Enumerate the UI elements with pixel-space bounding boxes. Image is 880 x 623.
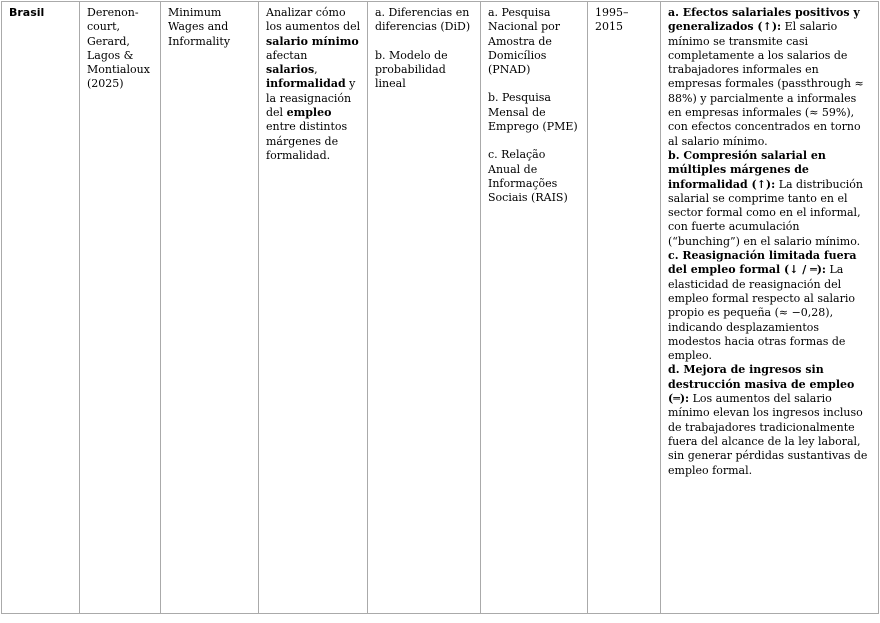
authors-line: Derenon-: [87, 6, 139, 19]
result-item: [668, 6, 872, 149]
result-text: La distribución salarial se comprime tanto en el sector formal como en el informal, con fuerte acumulación (“bunching”) en el salario mínimo.: [668, 177, 863, 248]
table-row: [2, 2, 879, 614]
result-title: d. Mejora de ingresos sin destrucción masiva de empleo (═):: [668, 363, 855, 406]
objective-cell: [259, 2, 368, 614]
period-text: 1995–2015: [595, 6, 629, 34]
period-cell: [588, 2, 661, 614]
result-title: c. Reasignación limitada fuera del empleo formal (↓ / ═):: [668, 249, 857, 277]
result-text: El salario mínimo se transmite casi completamente a los salarios de trabajadores informales en empresas formales (passthrough ≈ 88%) y parcialmente a informales en empresas informales (≈ 59%), con efectos concentrados en torno al salario mínimo.: [668, 20, 864, 148]
result-text: La elasticidad de reasignación del empleo formal respecto al salario propio es pequeña (≈ −0,28), indicando desplazamientos modestos hacia otras formas de empleo.: [668, 263, 855, 363]
result-text: Los aumentos del salario mínimo elevan los ingresos incluso de trabajadores tradicionalmente fuera del alcance de la ley laboral, sin generar pérdidas sustantivas de empleo formal.: [668, 392, 868, 477]
title-line: Informality: [168, 34, 231, 48]
result-title: b. Compresión salarial en múltiples márgenes de informalidad (↑):: [668, 148, 826, 191]
authors-line: Montialoux: [87, 63, 150, 77]
authors-line: court,: [87, 20, 121, 34]
country-name: Brasil: [9, 6, 45, 19]
country-cell: [2, 2, 80, 614]
authors-cell: [80, 2, 161, 614]
title-line: Wages and: [168, 20, 229, 34]
method-cell: [368, 2, 481, 614]
objective-text: Analizar cómo los aumentos del salario mínimo afectan salarios, informalidad y la reasignación del empleo entre distintos márgenes de formalidad.: [266, 6, 361, 162]
results-cell: [661, 2, 879, 614]
result-item: [668, 363, 872, 477]
data-source-b: b. Pesquisa Mensal de Emprego (PME): [488, 91, 578, 134]
data-sources-cell: [481, 2, 588, 614]
method-b: b. Modelo de probabilidad lineal: [375, 48, 448, 91]
authors-line: Gerard,: [87, 34, 130, 48]
data-source-c: c. Relação Anual de Informações Sociais (RAIS): [488, 148, 568, 205]
result-item: [668, 149, 872, 249]
title-line: Minimum: [168, 6, 222, 19]
title-cell: [161, 2, 259, 614]
method-a: a. Diferencias en diferencias (DiD): [375, 6, 471, 34]
result-item: [668, 249, 872, 363]
authors-line: Lagos &: [87, 48, 134, 62]
data-source-a: a. Pesquisa Nacional por Amostra de Domicílios (PNAD): [488, 6, 561, 77]
literature-table: [1, 1, 879, 614]
authors-line: (2025): [87, 77, 124, 91]
result-title: a. Efectos salariales positivos y generalizados (↑):: [668, 6, 860, 34]
